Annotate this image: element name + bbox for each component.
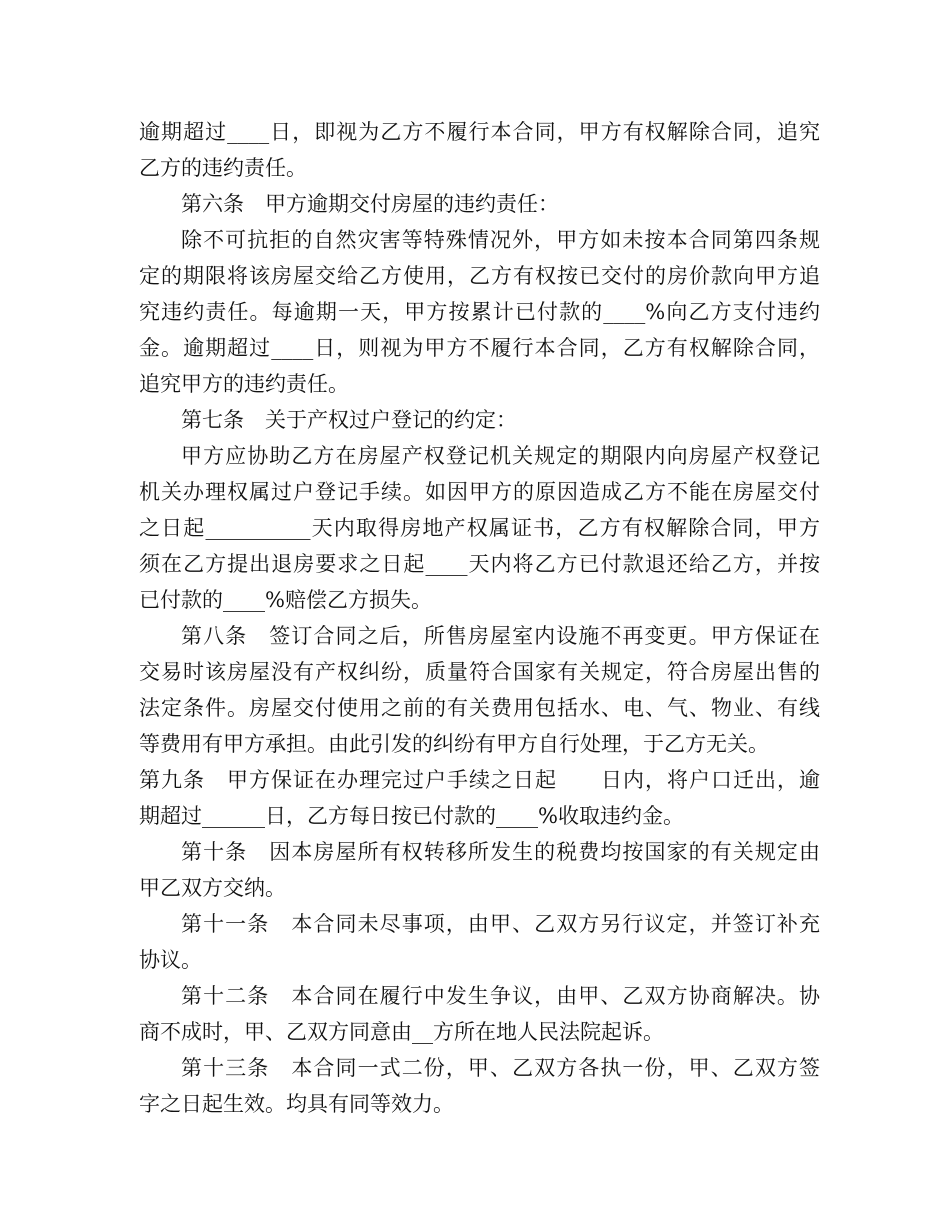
text-line: 第十二条 本合同在履行中发生争议，由甲、乙双方协商解决。协	[181, 984, 820, 1008]
text-line: 第八条 签订合同之后，所售房屋室内设施不再变更。甲方保证在	[181, 624, 820, 648]
text-line: 乙方的违约责任。	[139, 156, 307, 180]
text-line: 字之日起生效。均具有同等效力。	[139, 1092, 454, 1116]
contract-body-text	[139, 114, 820, 1122]
text-line: 逾期超过____日，即视为乙方不履行本合同，甲方有权解除合同，追究	[139, 120, 820, 144]
text-line: 等费用有甲方承担。由此引发的纠纷有甲方自行处理，于乙方无关。	[139, 732, 769, 756]
text-line: 除不可抗拒的自然灾害等特殊情况外，甲方如未按本合同第四条规	[181, 228, 820, 252]
text-line: 第十三条 本合同一式二份，甲、乙双方各执一份，甲、乙双方签	[181, 1056, 820, 1080]
text-line: 须在乙方提出退房要求之日起____天内将乙方已付款退还给乙方，并按	[139, 552, 820, 576]
text-line: 金。逾期超过____日，则视为甲方不履行本合同，乙方有权解除合同，	[139, 336, 820, 360]
text-line: 第七条 关于产权过户登记的约定：	[181, 408, 517, 432]
text-line: 甲方应协助乙方在房屋产权登记机关规定的期限内向房屋产权登记	[181, 444, 820, 468]
text-line: 第十条 因本房屋所有权转移所发生的税费均按国家的有关规定由	[181, 840, 820, 864]
text-line: 究违约责任。每逾期一天，甲方按累计已付款的____%向乙方支付违约	[139, 300, 820, 324]
text-line: 交易时该房屋没有产权纠纷，质量符合国家有关规定，符合房屋出售的	[139, 660, 820, 684]
text-line: 法定条件。房屋交付使用之前的有关费用包括水、电、气、物业、有线	[139, 696, 820, 720]
text-line: 第十一条 本合同未尽事项，由甲、乙双方另行议定，并签订补充	[181, 912, 820, 936]
text-line: 已付款的____%赔偿乙方损失。	[139, 588, 432, 612]
text-line: 协议。	[139, 948, 202, 972]
text-line: 追究甲方的违约责任。	[139, 372, 349, 396]
text-line: 机关办理权属过户登记手续。如因甲方的原因造成乙方不能在房屋交付	[139, 480, 820, 504]
text-line: 期超过______日，乙方每日按已付款的____%收取违约金。	[139, 804, 684, 828]
text-line: 第六条 甲方逾期交付房屋的违约责任：	[181, 192, 559, 216]
text-line: 甲乙双方交纳。	[139, 876, 286, 900]
text-line: 之日起__________天内取得房地产权属证书，乙方有权解除合同，甲方	[139, 516, 820, 540]
text-line: 第九条 甲方保证在办理完过户手续之日起 日内，将户口迁出，逾	[139, 768, 820, 792]
text-line: 定的期限将该房屋交给乙方使用，乙方有权按已交付的房价款向甲方追	[139, 264, 820, 288]
text-line: 商不成时，甲、乙双方同意由__方所在地人民法院起诉。	[139, 1020, 664, 1044]
